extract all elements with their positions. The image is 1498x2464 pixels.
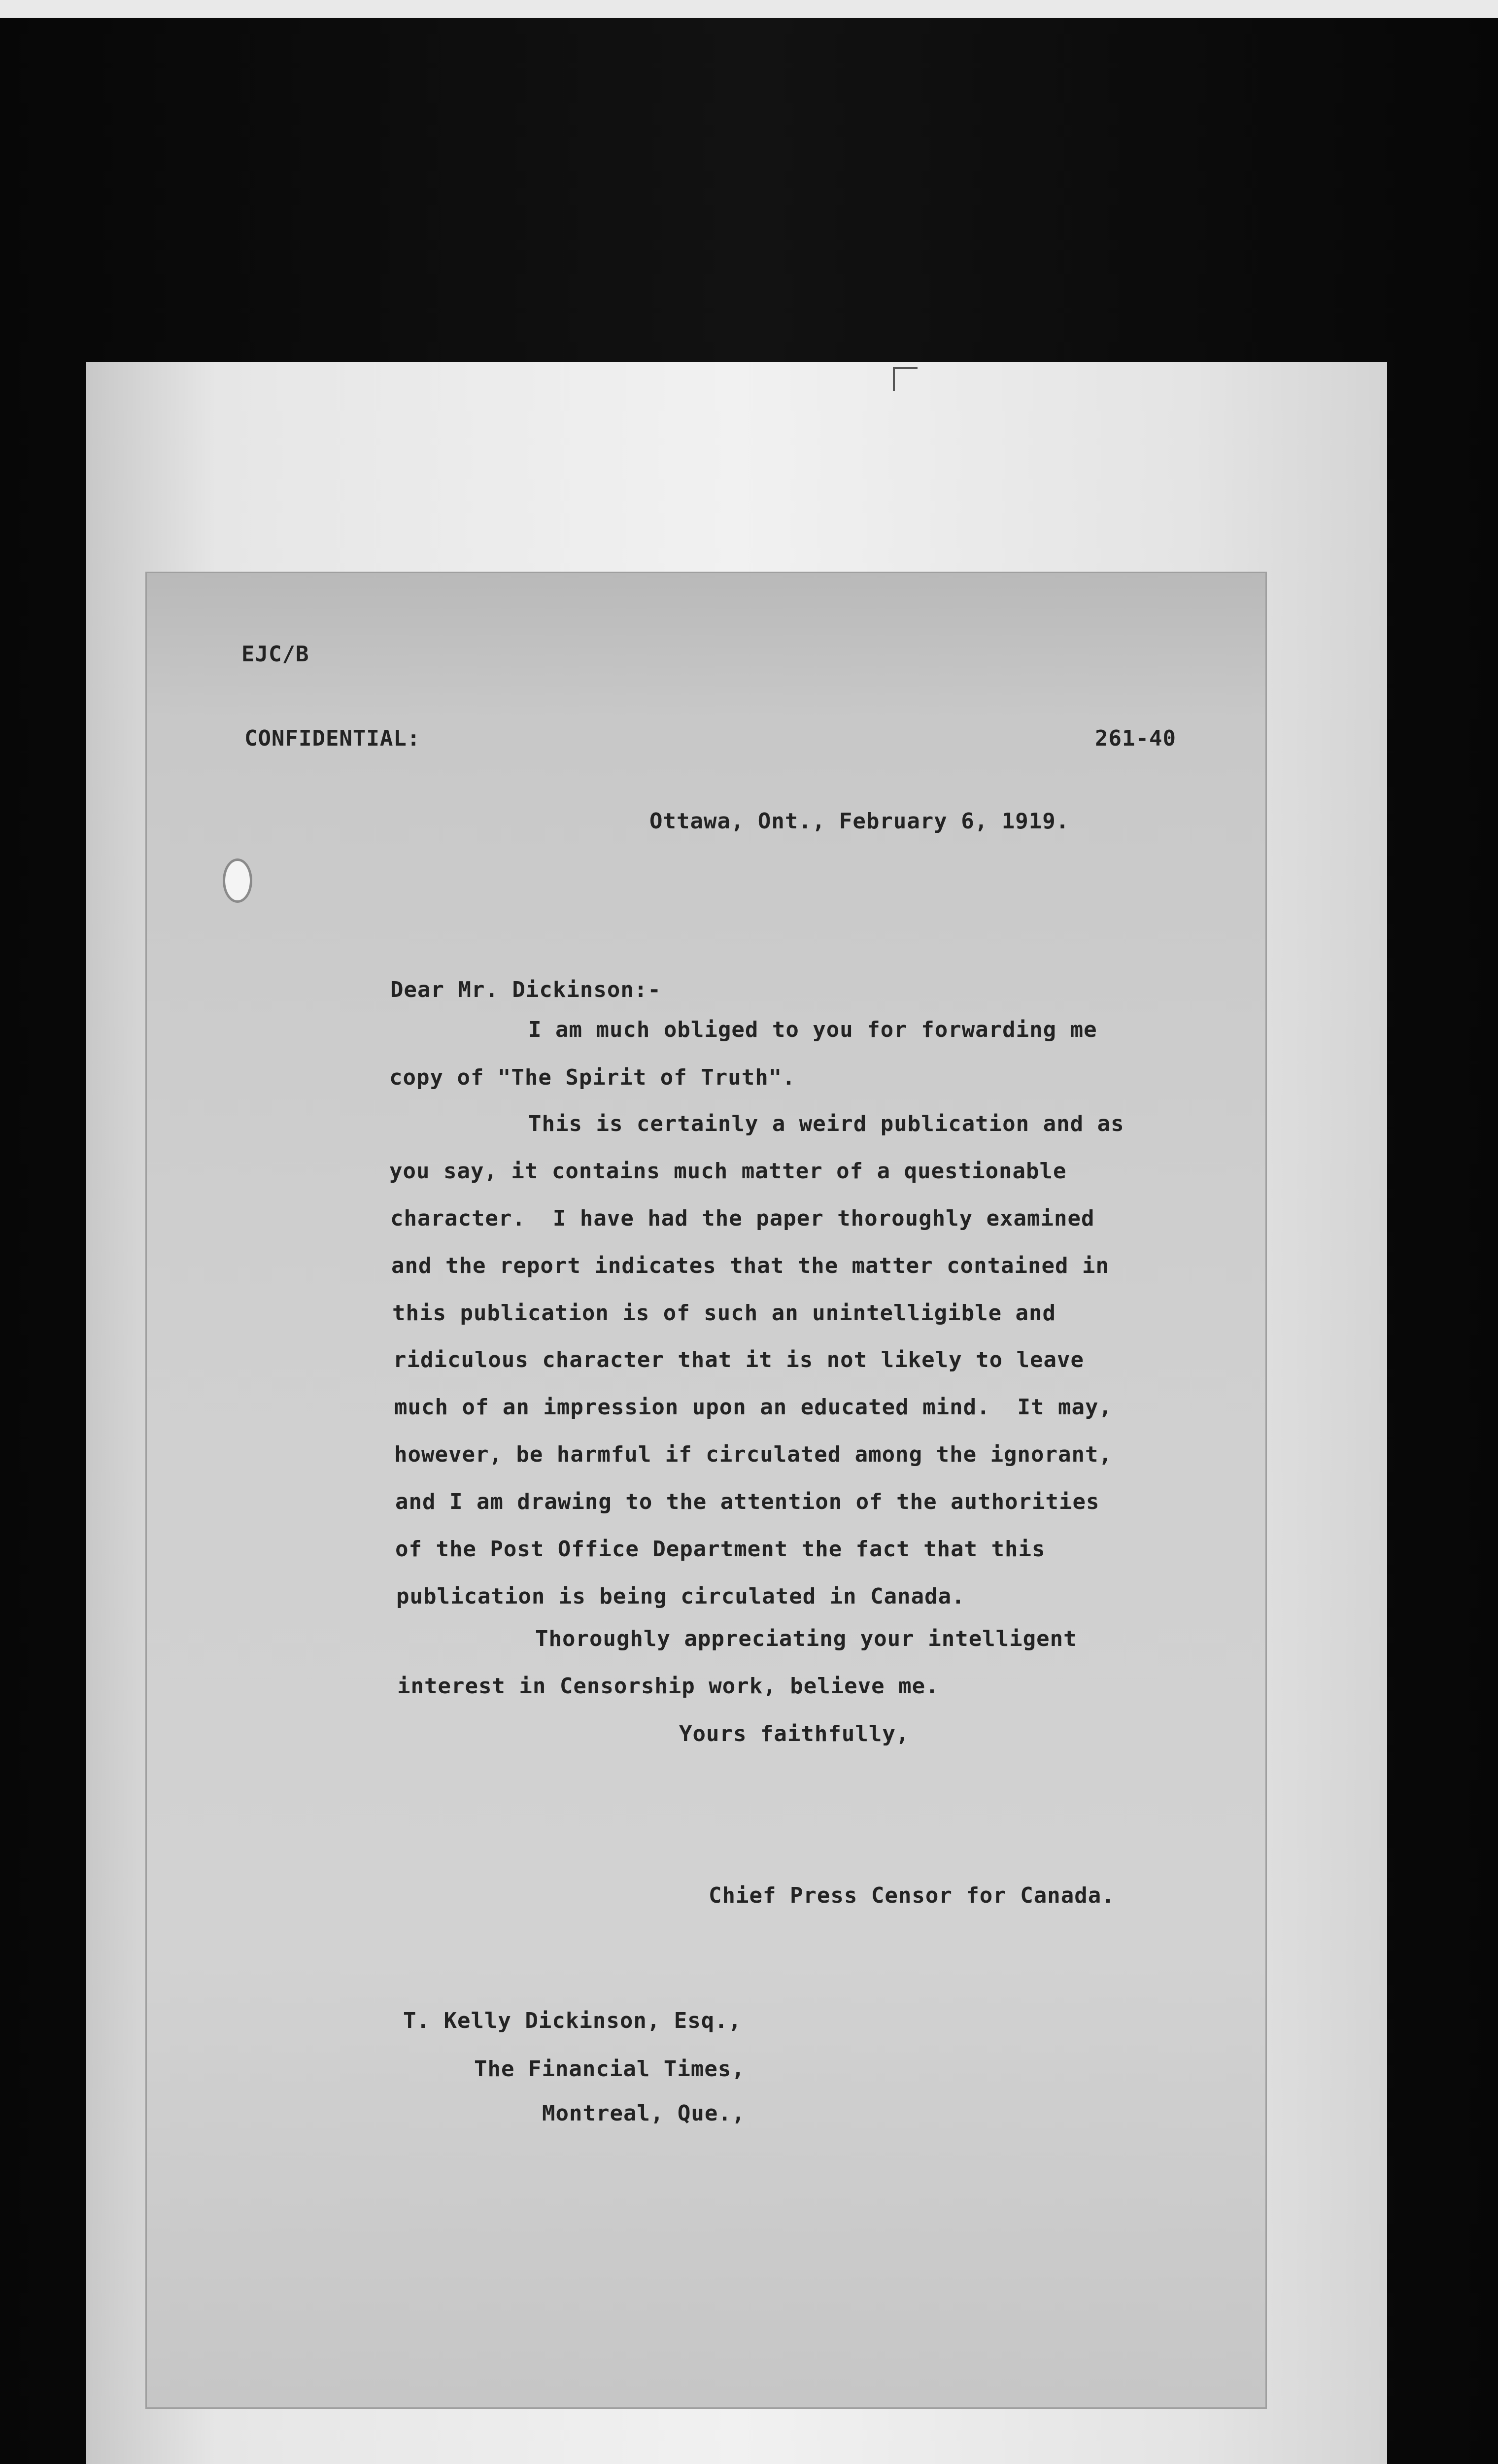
signature-title: Chief Press Censor for Canada. [709, 1883, 1115, 1908]
file-number: 261-40 [1095, 726, 1176, 751]
mount-mark [893, 367, 918, 369]
reference-initials: EJC/B [241, 642, 309, 667]
addressee-line: Montreal, Que., [542, 2101, 746, 2126]
classification-label: CONFIDENTIAL: [244, 726, 421, 751]
body-line: and I am drawing to the attention of the authorities [395, 1489, 1100, 1514]
dateline: Ottawa, Ont., February 6, 1919. [649, 809, 1070, 834]
salutation: Dear Mr. Dickinson:- [390, 977, 661, 1002]
body-line: of the Post Office Department the fact that this [395, 1537, 1046, 1562]
body-line: ridiculous character that it is not likely to leave [393, 1347, 1085, 1372]
mount-mark [893, 367, 895, 391]
body-line: and the report indicates that the matter contained in [391, 1253, 1109, 1278]
body-line: Thoroughly appreciating your intelligent [535, 1626, 1077, 1651]
closing: Yours faithfully, [679, 1721, 910, 1746]
addressee-line: T. Kelly Dickinson, Esq., [403, 2008, 742, 2033]
body-line: copy of "The Spirit of Truth". [389, 1065, 796, 1090]
body-line: this publication is of such an unintelligible and [392, 1300, 1056, 1326]
body-line: however, be harmful if circulated among the ignorant, [394, 1442, 1112, 1467]
body-line: character. I have had the paper thoroughly examined [390, 1206, 1095, 1231]
body-line: This is certainly a weird publication and as [528, 1111, 1124, 1136]
punch-hole [223, 858, 252, 903]
body-line: publication is being circulated in Canada. [396, 1584, 965, 1609]
film-top-strip [0, 0, 1498, 18]
body-line: I am much obliged to you for forwarding me [528, 1017, 1097, 1042]
addressee-line: The Financial Times, [474, 2056, 745, 2082]
body-line: interest in Censorship work, believe me. [397, 1674, 939, 1699]
body-line: much of an impression upon an educated mind. It may, [394, 1395, 1112, 1420]
body-line: you say, it contains much matter of a questionable [389, 1159, 1067, 1184]
